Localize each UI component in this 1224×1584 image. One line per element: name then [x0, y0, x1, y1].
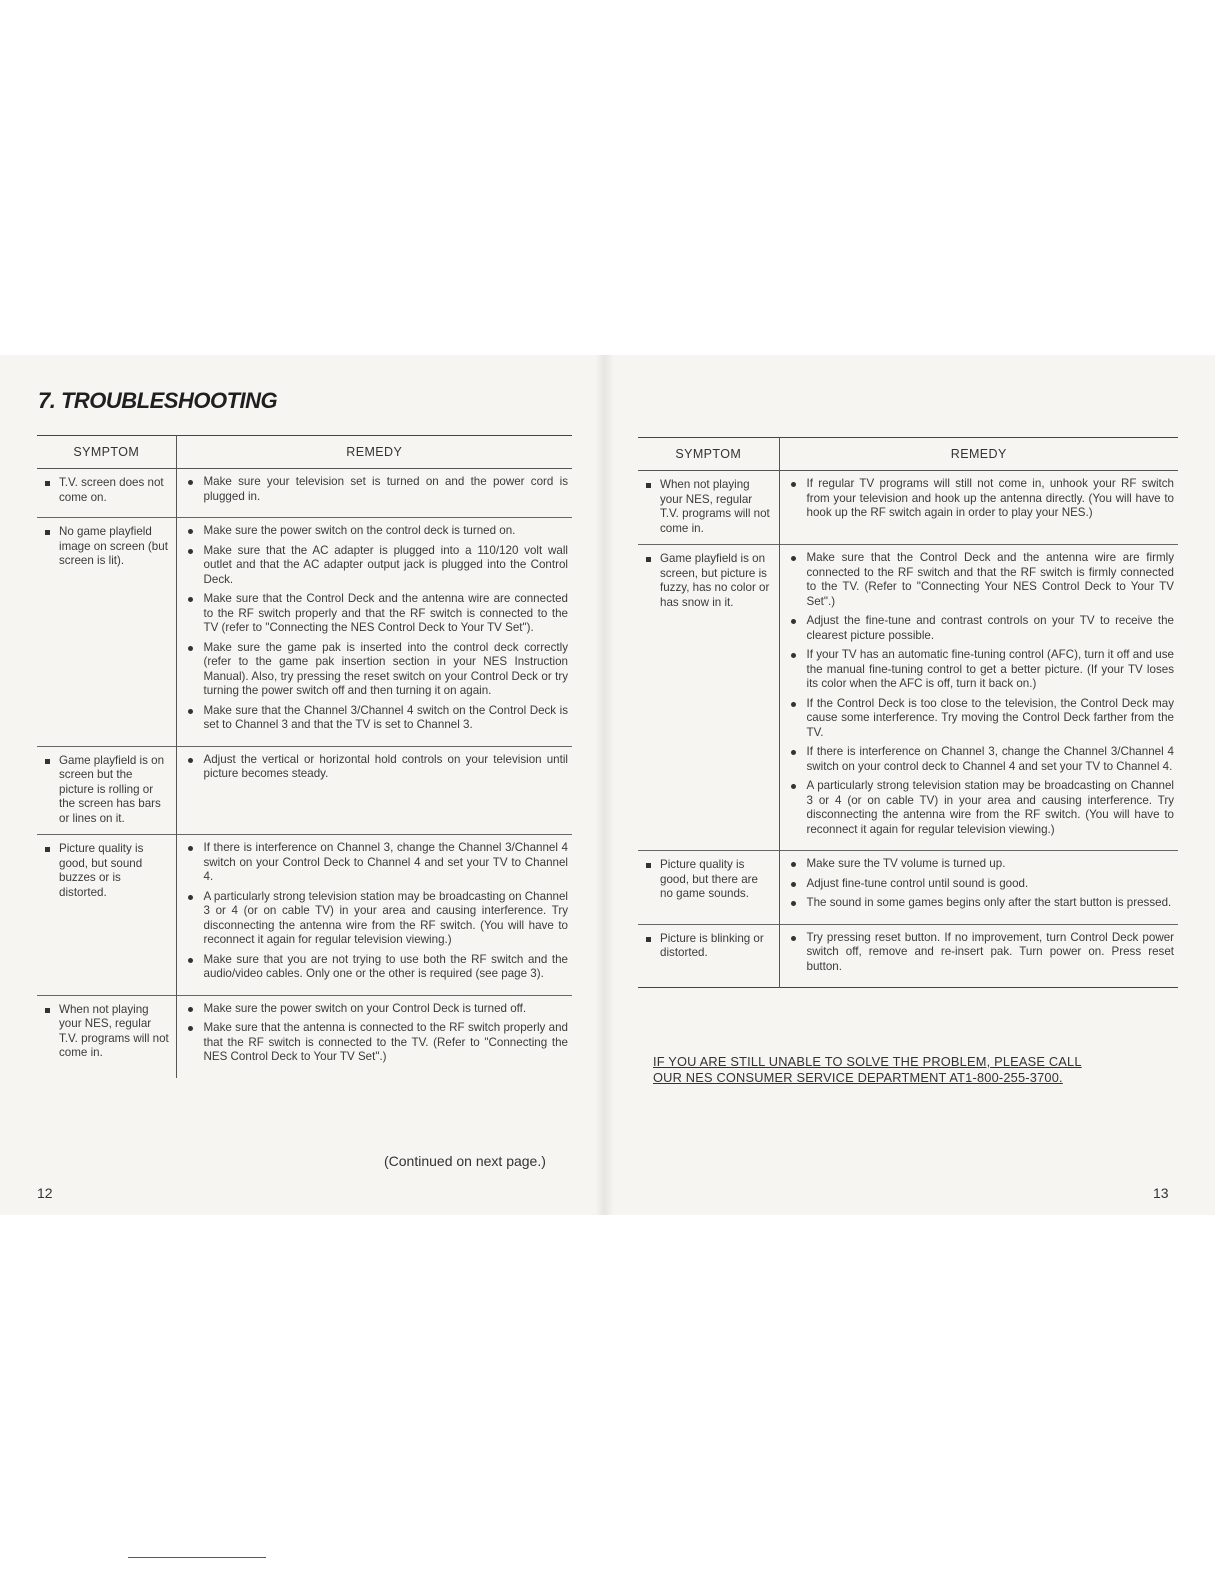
notice-line: IF YOU ARE STILL UNABLE TO SOLVE THE PROBLEM, PLEASE CALL: [653, 1054, 1082, 1069]
square-bullet-icon: [45, 847, 50, 852]
table-header-row: [638, 438, 1178, 471]
left-page: [0, 355, 598, 1215]
remedy-item: Make sure the game pak is inserted into the control deck correctly (refer to the game pak insertion section in your NES Instruction Manual). Also, try pressing the reset switch on your Control Deck or try turning the power switch off and then turning it on again.: [187, 641, 569, 699]
remedy-item: If regular TV programs will still not come in, unhook your RF switch from your television and hook up the antenna directly. (You will have to hook up the RF switch again in order to play your NES.): [790, 477, 1175, 521]
square-bullet-icon: [45, 759, 50, 764]
remedy-item: Make sure that the Channel 3/Channel 4 switch on the Control Deck is set to Channel 3 and that the TV is set to Channel 3.: [187, 704, 569, 733]
symptom-cell: [638, 545, 779, 851]
section-title: 7. TROUBLESHOOTING: [38, 388, 278, 413]
remedy-cell: [779, 545, 1178, 851]
remedy-item: Make sure the power switch on the control deck is turned on.: [187, 524, 569, 539]
remedy-item: If there is interference on Channel 3, change the Channel 3/Channel 4 switch on your control deck to Channel 4 and set your TV to Channel 4.: [790, 745, 1175, 774]
symptom-text: No game playfield image on screen (but screen is lit).: [59, 525, 168, 567]
table-row: [638, 924, 1178, 988]
remedy-cell: [176, 518, 572, 747]
remedy-cell: [779, 471, 1178, 545]
table-row: [37, 746, 572, 835]
symptom-cell: [37, 835, 176, 996]
remedy-cell: [779, 924, 1178, 988]
troubleshooting-table-left: [37, 435, 572, 1078]
symptom-header: SYMPTOM: [37, 436, 176, 469]
right-page: [612, 355, 1216, 1215]
table-row: [638, 851, 1178, 925]
table-row: [37, 835, 572, 996]
square-bullet-icon: [646, 483, 651, 488]
page-edge: [1215, 355, 1224, 1215]
symptom-cell: [638, 924, 779, 988]
remedy-item: Adjust fine-tune control until sound is good.: [790, 877, 1175, 892]
remedy-item: Make sure the power switch on your Control Deck is turned off.: [187, 1002, 569, 1017]
remedy-header: REMEDY: [950, 446, 1007, 461]
remedy-item: Adjust the fine-tune and contrast controls on your TV to receive the clearest picture possible.: [790, 614, 1175, 643]
remedy-cell: [779, 851, 1178, 925]
remedy-cell: [176, 835, 572, 996]
remedy-item: Make sure your television set is turned on and the power cord is plugged in.: [187, 475, 569, 504]
remedy-item: If the Control Deck is too close to the television, the Control Deck may cause some interference. Try moving the Control Deck farther from the TV.: [790, 697, 1175, 741]
remedy-item: The sound in some games begins only after the start button is pressed.: [790, 896, 1175, 911]
square-bullet-icon: [646, 557, 651, 562]
symptom-text: Game playfield is on screen, but picture is fuzzy, has no color or has snow in it.: [660, 552, 770, 609]
square-bullet-icon: [646, 937, 651, 942]
symptom-cell: [638, 471, 779, 545]
remedy-item: Make sure that the Control Deck and the antenna wire are firmly connected to the RF switch and that the RF switch is firmly connected to the TV. (Refer to "Connecting Your NES Control Deck to Your TV Set".): [790, 551, 1175, 609]
remedy-item: A particularly strong television station may be broadcasting on Channel 3 or 4 (or on cable TV) in your area and causing interference. Try disconnecting the antenna wire from the RF switch. (You will have to reconnect it again for regular television viewing.): [187, 890, 569, 948]
decorative-rule: [128, 1557, 266, 1558]
symptom-text: Game playfield is on screen but the picture is rolling or the screen has bars or lines on it.: [59, 753, 165, 825]
square-bullet-icon: [45, 530, 50, 535]
remedy-cell: [176, 469, 572, 518]
page-number: 13: [1153, 1185, 1169, 1201]
table-header-row: [37, 436, 572, 469]
symptom-cell: [37, 518, 176, 747]
remedy-header: REMEDY: [346, 444, 403, 459]
symptom-cell: [37, 995, 176, 1078]
square-bullet-icon: [45, 481, 50, 486]
square-bullet-icon: [45, 1008, 50, 1013]
table-row: [638, 471, 1178, 545]
remedy-item: Make sure that you are not trying to use both the RF switch and the audio/video cables. Only one or the other is required (see page 3).: [187, 953, 569, 982]
symptom-text: Picture quality is good, but sound buzzes or is distorted.: [59, 842, 144, 899]
table-row: [638, 545, 1178, 851]
remedy-item: If your TV has an automatic fine-tuning control (AFC), turn it off and use the manual fine-tuning control to get a better picture. (If your TV loses its color when the AFC is off, turn it back on.): [790, 648, 1175, 692]
remedy-item: Adjust the vertical or horizontal hold controls on your television until picture becomes steady.: [187, 753, 569, 782]
support-notice: [653, 1054, 1173, 1086]
symptom-text: When not playing your NES, regular T.V. programs will not come in.: [59, 1002, 169, 1059]
symptom-header: SYMPTOM: [638, 438, 779, 471]
symptom-text: T.V. screen does not come on.: [59, 476, 164, 504]
remedy-cell: [176, 746, 572, 835]
table-row: [37, 995, 572, 1078]
remedy-item: Make sure the TV volume is turned up.: [790, 857, 1175, 872]
notice-line: OUR NES CONSUMER SERVICE DEPARTMENT AT1-800-255-3700.: [653, 1070, 1063, 1085]
symptom-text: Picture quality is good, but there are no game sounds.: [660, 858, 758, 900]
symptom-text: When not playing your NES, regular T.V. programs will not come in.: [660, 478, 770, 535]
troubleshooting-table-right: [638, 437, 1178, 988]
square-bullet-icon: [646, 863, 651, 868]
symptom-cell: [37, 469, 176, 518]
table-row: [37, 518, 572, 747]
page-number: 12: [37, 1185, 53, 1201]
remedy-item: Make sure that the AC adapter is plugged into a 110/120 volt wall outlet and that the AC adapter output jack is plugged into the Control Deck.: [187, 544, 569, 588]
remedy-cell: [176, 995, 572, 1078]
remedy-item: Make sure that the Control Deck and the antenna wire are connected to the RF switch properly and that the RF switch is connected to the TV (refer to "Connecting the NES Control Deck to Your TV Set").: [187, 592, 569, 636]
symptom-cell: [638, 851, 779, 925]
remedy-item: Make sure that the antenna is connected to the RF switch properly and that the RF switch is connected to the TV. (Refer to "Connecting the NES Control Deck to Your TV Set".): [187, 1021, 569, 1065]
remedy-item: A particularly strong television station may be broadcasting on Channel 3 or 4 (or on cable TV) in your area and causing interference. Try disconnecting the antenna wire from the RF switch. (You will have to reconnect it again for regular television viewing.): [790, 779, 1175, 837]
remedy-item: Try pressing reset button. If no improvement, turn Control Deck power switch off, remove and re-insert pak. Turn power on. Press reset button.: [790, 931, 1175, 975]
continued-note: (Continued on next page.): [384, 1153, 546, 1169]
table-row: [37, 469, 572, 518]
symptom-text: Picture is blinking or distorted.: [660, 931, 764, 959]
symptom-cell: [37, 746, 176, 835]
remedy-item: If there is interference on Channel 3, change the Channel 3/Channel 4 switch on your Control Deck to Channel 4 and set your TV to Channel 4.: [187, 841, 569, 885]
